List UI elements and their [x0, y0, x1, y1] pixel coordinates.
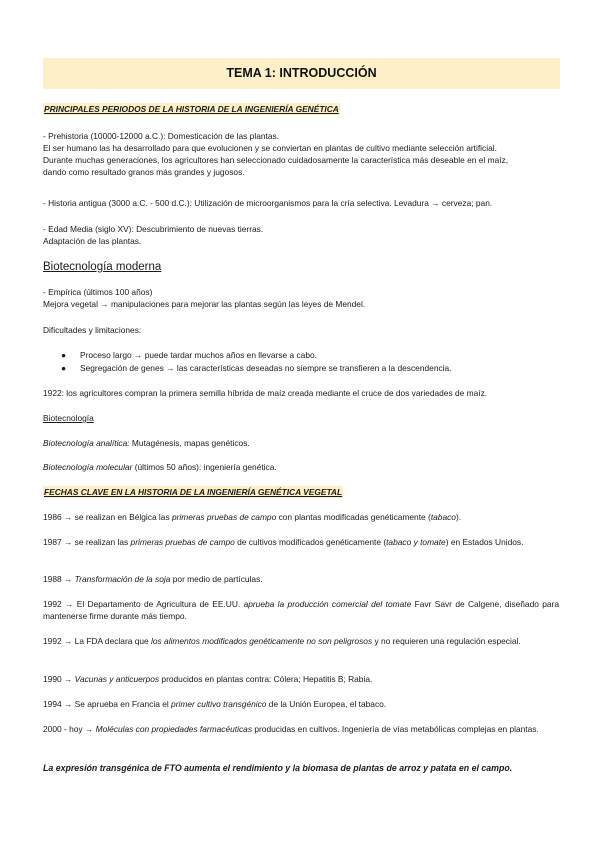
- event-italic: tabaco: [430, 512, 456, 522]
- event-text: con plantas modificadas genéticamente (: [276, 512, 431, 522]
- event-italic: los alimentos modificados genéticamente no son peligrosos: [151, 636, 373, 646]
- event-1994: [43, 698, 559, 710]
- event-text: ) en Estados Unidos.: [445, 537, 524, 547]
- heading-biotecnologia: Biotecnología: [43, 413, 94, 423]
- event-1992-fda: [43, 635, 559, 647]
- event-text: ).: [455, 512, 462, 522]
- heading-biotecnologia-moderna: Biotecnología moderna: [43, 261, 162, 273]
- empirica-paragraph: [43, 286, 559, 310]
- bullet-text: Segregación de genes → las características deseadas no siempre se transfieren a la descendencia.: [80, 363, 452, 373]
- text-line: - Prehistoria (10000-12000 a.C.): Domesticación de las plantas.: [43, 131, 280, 141]
- event-italic: aprueba la producción comercial del tomate: [243, 599, 412, 609]
- dificultades-label: Dificultades y limitaciones:: [43, 325, 142, 335]
- text-line: - Edad Media (siglo XV): Descubrimiento de nuevas tierras.: [43, 224, 264, 234]
- event-italic: tabaco y tomate: [386, 537, 446, 547]
- event-text: por medio de partículas.: [170, 574, 263, 584]
- event-text: producidas en cultivos. Ingeniería de vías metabólicas complejas en plantas.: [252, 724, 539, 734]
- event-text: 1987 → se realizan las: [43, 537, 131, 547]
- term-label: Biotecnología analítica:: [43, 438, 130, 448]
- term-text: Mutagénesis, mapas genéticos.: [129, 438, 250, 448]
- bullet-text: Proceso largo → puede tardar muchos años en llevarse a cabo.: [80, 350, 317, 360]
- section-heading-fechas: [43, 486, 559, 498]
- text-line: Mejora vegetal → manipulaciones para mejorar las plantas según las leyes de Mendel.: [43, 299, 366, 309]
- event-text: 1992 → La FDA declara que: [43, 636, 152, 646]
- biotec-molecular-line: [43, 461, 559, 473]
- closing-statement: La expresión transgénica de FTO aumenta el rendimiento y la biomasa de plantas de arroz y patata en el campo.: [43, 763, 513, 773]
- highlighted-heading: PRINCIPALES PERIODOS DE LA HISTORIA DE LA INGENIERÍA GENÉTICA: [44, 104, 339, 114]
- event-text: de cultivos modificados genéticamente (: [234, 537, 387, 547]
- event-text: de la Unión Europea, el tabaco.: [266, 699, 387, 709]
- historia-antigua-line: - Historia antigua (3000 a.C. - 500 d.C.): Utilización de microorganismos para la cría selectiva. Levadura → cerveza; pan.: [43, 198, 493, 208]
- text-line: Durante muchas generaciones, los agricultores han seleccionado cuidadosamente la característica más deseable en el maíz,: [43, 155, 509, 165]
- term-label: Biotecnología molecular: [43, 462, 133, 472]
- event-italic: primeras pruebas de campo: [130, 537, 235, 547]
- event-text: Favr Savr de Calgene, diseñado para mantenerse firme durante más tiempo.: [43, 599, 560, 621]
- event-2000: [43, 723, 559, 735]
- event-text: 1992 → El Departamento de Agricultura de EE.UU.: [43, 599, 244, 609]
- event-italic: Transformación de la soja: [74, 574, 171, 584]
- text-line: dando como resultado granos más grandes y jugosos.: [43, 167, 245, 177]
- event-italic: Moléculas con propiedades farmacéuticas: [95, 724, 253, 734]
- page-title: TEMA 1: INTRODUCCIÓN: [43, 58, 560, 89]
- text-line: Adaptación de las plantas.: [43, 236, 142, 246]
- event-text: 1994 → Se aprueba en Francia el: [43, 699, 172, 709]
- event-italic: Vacunas y anticuerpos: [74, 674, 160, 684]
- bullet-dot-icon: ●: [61, 363, 67, 373]
- event-text: 1988 →: [43, 574, 75, 584]
- edad-media-paragraph: [43, 223, 559, 247]
- highlighted-heading: FECHAS CLAVE EN LA HISTORIA DE LA INGENIERÍA GENÉTICA VEGETAL: [44, 487, 343, 497]
- event-text: producidos en plantas contra: Cólera; Hepatitis B; Rabia.: [159, 674, 373, 684]
- event-1990: [43, 673, 559, 685]
- event-text: 2000 - hoy →: [43, 724, 96, 734]
- year-1922-line: 1922: los agricultores compran la primera semilla híbrida de maíz creada mediante el cruce de dos variedades de maíz.: [43, 388, 488, 398]
- event-text: 1986 → se realizan en Bélgica las: [43, 512, 172, 522]
- bullet-dot-icon: ●: [61, 350, 67, 360]
- event-1992-tomate: [43, 598, 559, 622]
- biotec-analitica-line: [43, 437, 559, 449]
- term-text: (últimos 50 años): ingeniería genética.: [132, 462, 277, 472]
- event-1988: [43, 573, 559, 585]
- event-text: 1990 →: [43, 674, 75, 684]
- event-1986: [43, 511, 559, 523]
- event-italic: primer cultivo transgénico: [171, 699, 267, 709]
- event-1987: [43, 536, 559, 548]
- event-italic: primeras pruebas de campo: [171, 512, 277, 522]
- section-heading-periodos: [43, 103, 559, 115]
- text-line: - Empírica (últimos 100 años): [43, 287, 153, 297]
- prehistoria-paragraph: [43, 130, 559, 178]
- text-line: El ser humano las ha desarrollado para que evolucionen y se conviertan en plantas de cultivo mediante selección artificial.: [43, 143, 497, 153]
- event-text: y no requieren una regulación especial.: [372, 636, 521, 646]
